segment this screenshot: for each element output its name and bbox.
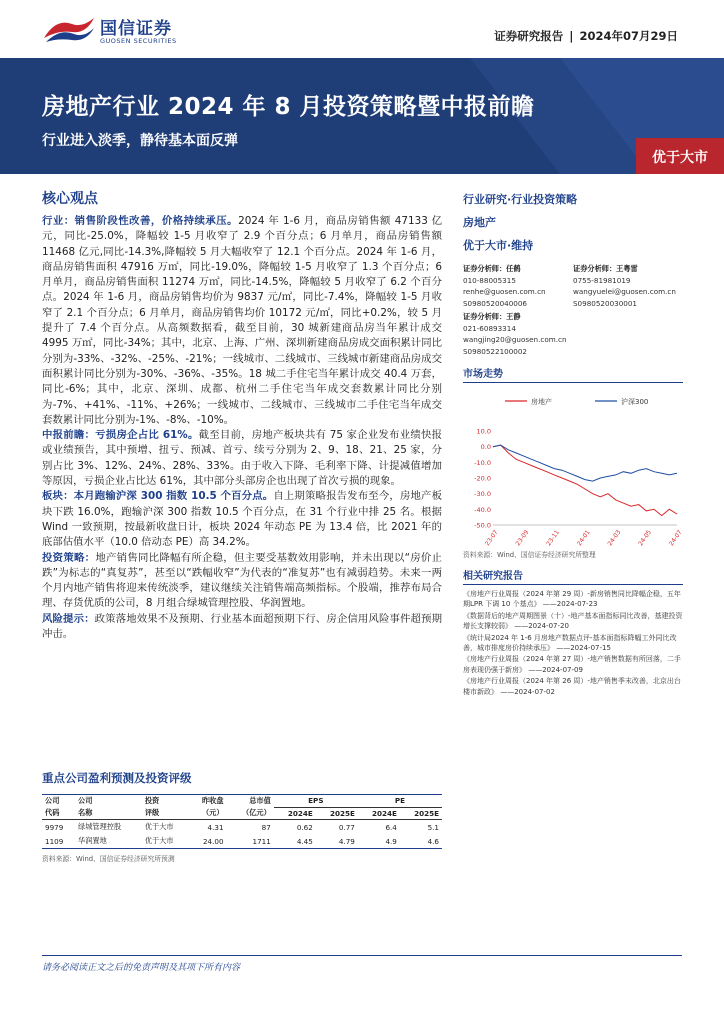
core-views-title: 核心观点 [42,191,98,207]
report-date: 2024年07月29日 [579,29,678,43]
paragraph-body: 2024 年 1-6 月，商品房销售额 47133 亿元，同比-25.0%，降幅较 1-5 月收窄了 2.9 个百分点；6 月单月，商品房销售额 11468 亿元,同比-14.3%,降幅较 5 月大幅收窄了 12.1 个百分点。2024 年 1-6 月，商品房销售面积 47916 万㎡，同比-19.0%，降幅较 1-5 月收窄了 1.3 个百分点；6 月单月，商品房销售面积 11274 万㎡，同比-14.5%，降幅较 5 月收窄了 6.2 个百分点。2024 年 1-6 月，商品房销售均价为 9837 元/㎡，同比-7.4%，降幅较 1-5 月收窄了 2.1 个百分点；6 月单月，商品房销售均价 10172 元/㎡，同比+0.2%，较 5 月提升了 7.4 个百分点。从高频数据看，截至目前，30 城新建商品房当年累计成交 4995 万㎡，同比-34%；其中，北京、上海、广州、深圳新建商品房成交面积累计同比分别为-33%、-32%、-25%、-21%；一线城市、二线城市、三线城市新建商品房成交面积累计同比分别为-30%、-36%、-35%。18 城二手住宅当年累计成交 40.4 万套，同比-6%；其中，北京、深圳、成都、杭州二手住宅当年成交套数累计同比分别为-7%、+41%、-11%、+26%；一线城市、二线城市、三线城市二手住宅当年成交套数累计同比分别为-1%、-8%、-10%。 [42,215,443,426]
x-tick-label: 24-03 [606,528,623,547]
brand-name-cn: 国信证券 [100,19,172,39]
x-tick-label: 24-07 [667,528,684,547]
related-reports [463,567,687,697]
footer-disclaimer: 请务必阅读正文之后的免责声明及其项下所有内容 [42,963,241,973]
col-header-pe: PE [358,795,442,808]
industry-name: 房地产 [463,216,496,229]
cell-name: 绿城管理控股 [78,822,122,831]
related-report-item[interactable]: 《房地产行业周报（2024 年第 29 周）-新房销售同比降幅企稳，五年期LPR 下调 10 个基点》 ——2024-07-23 [463,590,681,609]
analyst-license: S0980520030001 [573,298,638,308]
analyst-phone: 010-88005315 [463,275,516,285]
paragraph-lead: 板块：本月跑输沪深 300 指数 10.5 个百分点。 [42,490,274,503]
legend-label: 房地产 [531,398,552,406]
related-title: 相关研究报告 [463,567,683,585]
x-tick-label: 23-09 [514,528,531,547]
analyst-card [463,311,567,357]
analyst-name: 任鹤 [506,264,521,273]
col-header: 名称 [75,807,142,820]
report-type: 证券研究报告 [494,29,564,43]
col-header: 投资 [144,796,160,805]
table-title: 重点公司盈利预测及投资评级 [42,771,192,785]
paragraph-lead: 风险提示： [42,612,95,625]
analyst-card [573,263,676,309]
report-subtitle: 行业进入淡季，静待基本面反弹 [42,133,238,149]
series-line [493,445,677,481]
rating-line: 优于大市·维持 [463,239,534,252]
table-row [42,834,442,849]
cell-rating: 优于大市 [142,834,189,849]
col-header: 代码 [42,807,75,820]
market-trend-chart [463,387,687,547]
cell-name: 华润置地 [75,834,142,849]
col-header: 2025E [316,807,358,820]
guosen-logo [42,12,202,50]
y-tick-label: -10.0 [474,458,491,467]
paragraph-interim [42,428,442,489]
col-header: 总市值 [249,796,271,805]
cell-eps-2025: 0.77 [338,822,355,832]
sidebar-info [463,190,687,698]
paragraph-body: 截至目前，房地产板块共有 75 家企业发布业绩快报或业绩预告，其中预增、扭亏、预减、首亏、续亏分别为 2、9、18、21、25 家，分别占比 3%、12%、24%、28%、33%。由于收入下降、毛利率下降、计提减值增加等原因，亏损企业占比达 61%，其中部分头部房企也出现了首次亏损的现象。 [42,429,442,488]
x-tick-label: 23-07 [483,528,500,547]
analyst-name: 王粤雷 [616,264,638,273]
cell-eps-2024: 0.62 [296,822,313,832]
footer-divider [42,955,682,956]
x-tick-label: 23-11 [545,528,561,547]
analyst-label: 证券分析师： [573,264,617,273]
series-line [493,445,677,515]
related-report-item[interactable]: 《数据背后的地产周期图景（十）-地产基本面指标同比改善，基建投资增长支撑较弱》 ——2024-07-20 [463,611,683,631]
report-category: 行业研究·行业投资策略 [463,193,578,206]
analyst-email[interactable]: wangjing20@guosen.com.cn [463,335,567,345]
y-tick-label: 0.0 [480,443,491,452]
table-source: 资料来源：Wind、国信证券经济研究所预测 [42,855,175,863]
cell-pe-2024: 6.4 [385,822,397,832]
cell-eps-2024: 4.45 [274,834,316,849]
y-tick-label: -50.0 [474,521,491,530]
col-header: 2024E [358,807,400,820]
legend-label: 沪深300 [621,398,649,406]
rating-badge: 优于大市 [636,138,724,174]
y-tick-label: 10.0 [476,427,491,436]
paragraph-risk [42,612,442,643]
cell-mktcap: 87 [261,822,271,832]
col-header: 评级 [142,807,189,820]
related-report-item[interactable]: 《房地产行业周报（2024 年第 26 周）-地产销售季末改善，北京出台楼市新政》 ——2024-07-02 [463,677,681,696]
paragraph-body: 政策落地效果不及预期、行业基本面超预期下行、房企信用风险事件超预期冲击。 [42,612,443,641]
logo-mark-icon [42,14,96,44]
table-row [42,820,442,835]
col-header-eps: EPS [274,795,358,808]
cell-eps-2025: 4.79 [316,834,358,849]
analyst-list [463,263,687,355]
related-report-item[interactable]: 《房地产行业周报（2024 年第 27 周）-地产销售数据有所回落，二手房表现仍强于新房》 ——2024-07-09 [463,655,681,674]
col-header: 公司 [78,796,93,805]
analyst-name: 王静 [506,312,521,321]
related-report-item[interactable]: 《统计局2024 年 1-6 月房地产数据点评-基本面指标降幅工外同比改善，城市排度房价持续承压》 ——2024-07-15 [463,633,677,653]
table-header-row [42,795,442,808]
y-tick-label: -40.0 [474,505,491,514]
analyst-phone: 021-60893314 [463,323,516,333]
table-header-row [42,807,442,820]
brand-name-en: GUOSEN SECURITIES [100,37,177,45]
analyst-email[interactable]: renhe@guosen.com.cn [463,287,546,297]
col-header: 昨收盘 [201,796,224,805]
paragraph-lead: 行业：销售阶段性改善，价格持续承压。 [42,215,239,227]
paragraph-body: 自上期策略报告发布至今，房地产板块下跌 16.0%，跑输沪深 300 指数 10.5 个百分点，在 31 个行业中排 25 名。根据 Wind 一致预期，按最新收盘日计，板块 2024 年动态 PE 为 13.4 倍，比 2021 年的底部估值水平（10.0 倍动态 PE）高 34.2%。 [42,490,443,549]
analyst-email[interactable]: wangyuelei@guosen.com.cn [573,287,676,297]
y-tick-label: -20.0 [474,474,491,483]
cell-pe-2025: 4.6 [400,834,442,849]
cell-close: 4.31 [207,822,224,832]
forecast-table [42,794,442,849]
cell-pe-2024: 4.9 [358,834,400,849]
paragraph-lead: 投资策略： [42,551,96,564]
y-tick-label: -30.0 [474,490,491,499]
cell-code: 9979 [45,822,64,832]
paragraph-body: 地产销售同比降幅有所企稳，但主要受基数效用影响，并未出现以“房价止跌”为标志的“真复苏”，甚至以“跌幅收窄”为代表的“准复苏”也有减弱趋势。未来一两个月内地产销售将迎来传统淡季，建议继续关注销售端高频指标。个股端，推荐布局合理、存货优质的公司，8 月组合绿城管理控股、华润置地。 [42,551,442,610]
trend-chart-svg [463,387,687,547]
cell-code: 1109 [42,834,75,849]
col-header: 2024E [274,807,316,820]
forecast-table-section [42,770,682,863]
col-header: （元） [189,807,226,820]
core-views-section [42,188,442,642]
report-meta [494,28,678,44]
cell-close: 24.00 [189,834,226,849]
col-header: （亿元） [227,807,274,820]
title-banner [0,58,724,174]
cell-rating: 优于大市 [144,822,174,831]
analyst-license: S0980520040006 [463,298,528,308]
paragraph-lead: 中报前瞻：亏损房企占比 61%。 [42,429,199,442]
meta-separator: | [569,29,574,43]
x-tick-label: 24-01 [575,528,592,547]
cell-pe-2025: 5.1 [427,822,439,832]
analyst-label: 证券分析师： [463,312,507,321]
col-header: 公司 [45,796,60,805]
x-tick-label: 24-05 [637,528,653,547]
analyst-label: 证券分析师： [463,264,507,273]
paragraph-industry [42,214,442,428]
chart-source: 资料来源：Wind、国信证券经济研究所整理 [463,551,596,559]
paragraph-sector [42,489,442,550]
analyst-license: S0980522100002 [463,346,528,356]
paragraph-strategy [42,551,442,612]
col-header: 2025E [400,807,442,820]
analyst-phone: 0755-81981019 [573,275,631,285]
report-title: 房地产行业 2024 年 8 月投资策略暨中报前瞻 [42,94,535,120]
analyst-card [463,263,546,309]
market-trend-title: 市场走势 [463,365,683,383]
cell-mktcap: 1711 [227,834,274,849]
top-bar [0,0,724,58]
